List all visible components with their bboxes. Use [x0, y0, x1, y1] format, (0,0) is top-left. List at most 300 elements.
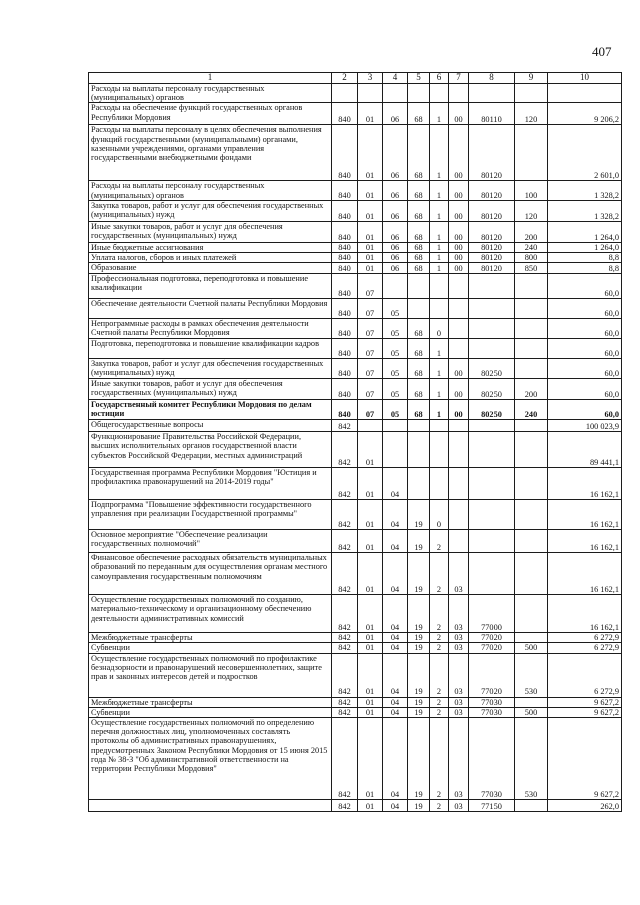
code-expense-type [515, 125, 548, 181]
code-direction [469, 420, 515, 432]
code-event [449, 84, 469, 103]
code-program [408, 84, 430, 103]
code-program: 19 [408, 800, 430, 812]
row-amount: 2 601,0 [548, 125, 622, 181]
row-amount: 60,0 [548, 299, 622, 319]
code-expense-type: 240 [515, 242, 548, 252]
code-direction: 80250 [469, 400, 515, 420]
code-subsection: 04 [383, 633, 408, 643]
code-event: 00 [449, 400, 469, 420]
code-ministry: 840 [332, 242, 358, 252]
code-expense-type [515, 299, 548, 319]
code-event: 00 [449, 253, 469, 263]
code-direction [469, 319, 515, 339]
row-label: Финансовое обеспечение расходных обязательств муниципальных образований по переданным для осуществления органам местного самоуправления государственным полномочиям [89, 553, 332, 595]
code-expense-type: 200 [515, 221, 548, 242]
code-subsection: 06 [383, 181, 408, 200]
table-row [89, 530, 622, 553]
code-direction [469, 530, 515, 553]
table-row [89, 253, 622, 263]
code-direction: 77000 [469, 595, 515, 633]
code-expense-type: 530 [515, 718, 548, 800]
code-expense-type: 800 [515, 253, 548, 263]
code-subprogram: 1 [430, 242, 449, 252]
code-subprogram: 2 [430, 707, 449, 717]
code-direction: 77020 [469, 633, 515, 643]
code-event: 00 [449, 263, 469, 274]
code-event [449, 468, 469, 500]
code-expense-type [515, 319, 548, 339]
code-subprogram: 0 [430, 500, 449, 530]
code-ministry: 842 [332, 553, 358, 595]
code-ministry: 842 [332, 530, 358, 553]
code-ministry: 842 [332, 643, 358, 653]
column-header: 3 [358, 73, 383, 84]
row-amount: 16 162,1 [548, 530, 622, 553]
code-subprogram: 1 [430, 221, 449, 242]
code-expense-type [515, 84, 548, 103]
table-row [89, 221, 622, 242]
code-expense-type [515, 800, 548, 812]
code-subprogram: 1 [430, 125, 449, 181]
code-ministry: 842 [332, 468, 358, 500]
code-subsection: 04 [383, 707, 408, 717]
code-subsection: 05 [383, 379, 408, 400]
row-amount: 1 328,2 [548, 181, 622, 200]
table-row [89, 653, 622, 697]
code-subsection: 06 [383, 103, 408, 125]
row-amount: 60,0 [548, 339, 622, 359]
code-program [408, 468, 430, 500]
code-ministry: 840 [332, 299, 358, 319]
code-section: 01 [358, 103, 383, 125]
row-amount: 60,0 [548, 274, 622, 299]
code-subsection: 04 [383, 697, 408, 707]
code-subprogram: 1 [430, 359, 449, 379]
table-row [89, 400, 622, 420]
code-direction [469, 553, 515, 595]
code-program: 68 [408, 379, 430, 400]
row-label: Межбюджетные трансферты [89, 633, 332, 643]
row-label: Уплата налогов, сборов и иных платежей [89, 253, 332, 263]
code-event: 03 [449, 718, 469, 800]
table-row [89, 432, 622, 468]
row-label: Государственный комитет Республики Мордовия по делам юстиции [89, 400, 332, 420]
code-subprogram: 1 [430, 379, 449, 400]
budget-table [88, 72, 622, 812]
code-section: 01 [358, 200, 383, 221]
code-subsection: 04 [383, 595, 408, 633]
code-subprogram [430, 274, 449, 299]
code-program: 68 [408, 181, 430, 200]
code-direction: 80120 [469, 181, 515, 200]
code-subsection: 05 [383, 400, 408, 420]
code-section: 01 [358, 697, 383, 707]
code-subsection [383, 420, 408, 432]
row-amount [548, 84, 622, 103]
code-expense-type [515, 595, 548, 633]
row-label: Подпрограмма "Повышение эффективности государственного управления при реализации Государственной программы" [89, 500, 332, 530]
code-ministry: 840 [332, 359, 358, 379]
table-row [89, 633, 622, 643]
table-row [89, 707, 622, 717]
code-direction: 77150 [469, 800, 515, 812]
column-header: 7 [449, 73, 469, 84]
column-header: 2 [332, 73, 358, 84]
code-event [449, 299, 469, 319]
code-section: 07 [358, 274, 383, 299]
code-program [408, 274, 430, 299]
column-header: 1 [89, 73, 332, 84]
code-subprogram: 1 [430, 400, 449, 420]
row-label: Государственная программа Республики Мордовия "Юстиция и профилактика правонарушений на 2014-2019 годы" [89, 468, 332, 500]
row-amount: 60,0 [548, 379, 622, 400]
row-label: Расходы на обеспечение функций государственных органов Республики Мордовия [89, 103, 332, 125]
code-direction: 77030 [469, 697, 515, 707]
table-row [89, 359, 622, 379]
table-row [89, 468, 622, 500]
code-subprogram: 2 [430, 595, 449, 633]
code-section: 01 [358, 242, 383, 252]
row-amount: 8,8 [548, 263, 622, 274]
code-program: 19 [408, 500, 430, 530]
code-expense-type: 120 [515, 200, 548, 221]
code-event: 00 [449, 103, 469, 125]
row-label: Функционирование Правительства Российской Федерации, высших исполнительных органов государственной власти субъектов Российской Федерации, местных администраций [89, 432, 332, 468]
table-row [89, 718, 622, 800]
row-label: Общегосударственные вопросы [89, 420, 332, 432]
code-ministry: 840 [332, 274, 358, 299]
code-section: 01 [358, 707, 383, 717]
page-number: 407 [592, 44, 612, 59]
code-subsection: 04 [383, 643, 408, 653]
row-label: Иные бюджетные ассигнования [89, 242, 332, 252]
table-row [89, 500, 622, 530]
code-section: 01 [358, 500, 383, 530]
code-ministry: 840 [332, 253, 358, 263]
row-amount: 8,8 [548, 253, 622, 263]
code-section: 01 [358, 263, 383, 274]
row-amount: 89 441,1 [548, 432, 622, 468]
code-subsection: 04 [383, 468, 408, 500]
code-section: 01 [358, 125, 383, 181]
code-event [449, 420, 469, 432]
code-expense-type: 530 [515, 653, 548, 697]
row-label [89, 800, 332, 812]
row-amount: 6 272,9 [548, 643, 622, 653]
code-expense-type: 200 [515, 379, 548, 400]
code-direction: 77020 [469, 653, 515, 697]
code-program: 19 [408, 697, 430, 707]
code-event: 00 [449, 125, 469, 181]
code-ministry: 840 [332, 103, 358, 125]
table-row [89, 643, 622, 653]
row-label: Обеспечение деятельности Счетной палаты Республики Мордовия [89, 299, 332, 319]
row-label: Закупка товаров, работ и услуг для обеспечения государственных (муниципальных) нужд [89, 200, 332, 221]
code-program [408, 432, 430, 468]
row-amount: 100 023,9 [548, 420, 622, 432]
code-expense-type [515, 553, 548, 595]
code-subsection [383, 84, 408, 103]
code-subprogram: 2 [430, 697, 449, 707]
row-label: Расходы на выплаты персоналу государственных (муниципальных) органов [89, 181, 332, 200]
code-program: 19 [408, 643, 430, 653]
table-row [89, 420, 622, 432]
table-row [89, 800, 622, 812]
code-program: 68 [408, 125, 430, 181]
table-row [89, 103, 622, 125]
column-header: 4 [383, 73, 408, 84]
code-expense-type: 120 [515, 103, 548, 125]
code-event [449, 432, 469, 468]
code-section: 01 [358, 595, 383, 633]
row-label: Осуществление государственных полномочий по созданию, материально-техническому и организационному обеспечению деятельности административных комиссий [89, 595, 332, 633]
code-subsection: 04 [383, 718, 408, 800]
code-section: 01 [358, 253, 383, 263]
code-subprogram: 0 [430, 319, 449, 339]
code-subsection: 06 [383, 242, 408, 252]
code-event: 00 [449, 200, 469, 221]
code-subsection: 04 [383, 553, 408, 595]
code-event [449, 274, 469, 299]
code-program: 19 [408, 553, 430, 595]
code-ministry: 842 [332, 633, 358, 643]
code-event: 00 [449, 359, 469, 379]
code-subsection: 06 [383, 125, 408, 181]
code-program: 68 [408, 263, 430, 274]
code-expense-type: 500 [515, 643, 548, 653]
code-subsection: 06 [383, 253, 408, 263]
code-direction [469, 339, 515, 359]
code-section: 01 [358, 633, 383, 643]
column-header: 8 [469, 73, 515, 84]
code-expense-type [515, 530, 548, 553]
code-section: 07 [358, 400, 383, 420]
code-subprogram: 1 [430, 263, 449, 274]
table-row [89, 339, 622, 359]
code-subprogram [430, 420, 449, 432]
code-section: 07 [358, 319, 383, 339]
row-label: Расходы на выплаты персоналу в целях обеспечения выполнения функций государственными (муниципальными) органами, казенными учреждениями, органами управления государственными внебюджетными фондами [89, 125, 332, 181]
code-subsection: 04 [383, 800, 408, 812]
code-subsection: 04 [383, 530, 408, 553]
code-section: 07 [358, 339, 383, 359]
table-row [89, 319, 622, 339]
code-program: 19 [408, 718, 430, 800]
code-subsection [383, 274, 408, 299]
code-event [449, 339, 469, 359]
code-section: 01 [358, 221, 383, 242]
row-label: Непрограммные расходы в рамках обеспечения деятельности Счетной палаты Республики Мордовия [89, 319, 332, 339]
code-expense-type [515, 633, 548, 643]
code-program: 19 [408, 653, 430, 697]
code-ministry: 842 [332, 707, 358, 717]
code-direction: 80120 [469, 242, 515, 252]
code-program: 19 [408, 530, 430, 553]
code-subprogram: 2 [430, 553, 449, 595]
code-section: 01 [358, 718, 383, 800]
code-expense-type: 500 [515, 707, 548, 717]
code-ministry: 842 [332, 718, 358, 800]
code-section: 01 [358, 643, 383, 653]
code-subsection: 05 [383, 319, 408, 339]
code-ministry: 840 [332, 181, 358, 200]
code-direction: 80120 [469, 263, 515, 274]
row-amount: 6 272,9 [548, 633, 622, 643]
code-event [449, 500, 469, 530]
code-direction [469, 299, 515, 319]
code-subsection: 06 [383, 221, 408, 242]
code-program: 68 [408, 242, 430, 252]
code-expense-type: 240 [515, 400, 548, 420]
code-ministry: 842 [332, 500, 358, 530]
code-ministry [332, 84, 358, 103]
row-amount: 9 627,2 [548, 697, 622, 707]
code-program: 19 [408, 633, 430, 643]
code-ministry: 840 [332, 339, 358, 359]
code-subsection: 04 [383, 653, 408, 697]
code-section: 01 [358, 432, 383, 468]
code-ministry: 840 [332, 200, 358, 221]
table-row [89, 299, 622, 319]
row-label: Профессиональная подготовка, переподготовка и повышение квалификации [89, 274, 332, 299]
code-subprogram: 2 [430, 653, 449, 697]
code-direction [469, 274, 515, 299]
code-event: 00 [449, 242, 469, 252]
code-subprogram: 2 [430, 718, 449, 800]
table-row [89, 697, 622, 707]
row-amount: 16 162,1 [548, 500, 622, 530]
code-ministry: 842 [332, 800, 358, 812]
row-amount: 6 272,9 [548, 653, 622, 697]
code-program: 68 [408, 339, 430, 359]
code-direction: 80120 [469, 200, 515, 221]
table-row [89, 595, 622, 633]
row-amount: 16 162,1 [548, 468, 622, 500]
code-event: 00 [449, 379, 469, 400]
code-subsection: 04 [383, 500, 408, 530]
code-subsection: 05 [383, 359, 408, 379]
code-program: 19 [408, 707, 430, 717]
code-program: 68 [408, 200, 430, 221]
row-amount: 262,0 [548, 800, 622, 812]
row-label: Подготовка, переподготовка и повышение квалификации кадров [89, 339, 332, 359]
row-amount: 16 162,1 [548, 595, 622, 633]
code-program: 68 [408, 253, 430, 263]
code-direction [469, 468, 515, 500]
code-expense-type [515, 339, 548, 359]
code-section [358, 84, 383, 103]
code-expense-type [515, 500, 548, 530]
code-section: 07 [358, 379, 383, 400]
code-direction: 80110 [469, 103, 515, 125]
table-row [89, 200, 622, 221]
table-row [89, 181, 622, 200]
code-ministry: 840 [332, 400, 358, 420]
row-amount: 16 162,1 [548, 553, 622, 595]
code-event: 00 [449, 181, 469, 200]
code-expense-type: 100 [515, 181, 548, 200]
code-section: 01 [358, 553, 383, 595]
row-label: Субвенции [89, 643, 332, 653]
table-row [89, 242, 622, 252]
code-subprogram [430, 468, 449, 500]
row-amount: 60,0 [548, 400, 622, 420]
table-header-row [89, 73, 622, 84]
code-ministry: 842 [332, 595, 358, 633]
code-subprogram: 2 [430, 800, 449, 812]
code-subprogram [430, 432, 449, 468]
code-section: 07 [358, 299, 383, 319]
code-ministry: 840 [332, 319, 358, 339]
row-amount: 9 627,2 [548, 718, 622, 800]
code-direction: 80250 [469, 359, 515, 379]
code-event: 03 [449, 553, 469, 595]
row-label: Основное мероприятие "Обеспечение реализации государственных полномочий" [89, 530, 332, 553]
code-subprogram [430, 299, 449, 319]
code-subprogram: 1 [430, 103, 449, 125]
code-direction [469, 84, 515, 103]
row-label: Образование [89, 263, 332, 274]
code-subprogram: 1 [430, 339, 449, 359]
row-amount: 60,0 [548, 319, 622, 339]
code-expense-type: 850 [515, 263, 548, 274]
code-program: 68 [408, 221, 430, 242]
row-label: Расходы на выплаты персоналу государственных (муниципальных) органов [89, 84, 332, 103]
column-header: 5 [408, 73, 430, 84]
code-subprogram: 2 [430, 530, 449, 553]
code-program: 19 [408, 595, 430, 633]
code-ministry: 842 [332, 697, 358, 707]
row-label: Субвенции [89, 707, 332, 717]
code-event: 03 [449, 633, 469, 643]
code-section: 01 [358, 468, 383, 500]
row-amount: 9 206,2 [548, 103, 622, 125]
code-event: 03 [449, 707, 469, 717]
code-ministry: 840 [332, 221, 358, 242]
code-section: 01 [358, 653, 383, 697]
code-direction: 77030 [469, 718, 515, 800]
code-subprogram [430, 84, 449, 103]
table-row [89, 379, 622, 400]
code-event: 03 [449, 595, 469, 633]
code-subsection: 06 [383, 200, 408, 221]
code-expense-type [515, 359, 548, 379]
row-amount: 1 264,0 [548, 242, 622, 252]
table-row [89, 553, 622, 595]
code-program [408, 299, 430, 319]
code-expense-type [515, 420, 548, 432]
code-program [408, 420, 430, 432]
code-event: 03 [449, 653, 469, 697]
code-event [449, 530, 469, 553]
code-direction [469, 432, 515, 468]
table-row [89, 84, 622, 103]
code-subsection: 06 [383, 263, 408, 274]
column-header: 9 [515, 73, 548, 84]
code-direction: 80120 [469, 221, 515, 242]
code-program: 68 [408, 319, 430, 339]
code-subsection: 05 [383, 299, 408, 319]
code-program: 68 [408, 103, 430, 125]
code-direction [469, 500, 515, 530]
code-ministry: 842 [332, 653, 358, 697]
table-row [89, 274, 622, 299]
code-ministry: 840 [332, 379, 358, 400]
code-subprogram: 2 [430, 633, 449, 643]
code-direction: 80120 [469, 253, 515, 263]
code-subprogram: 1 [430, 200, 449, 221]
